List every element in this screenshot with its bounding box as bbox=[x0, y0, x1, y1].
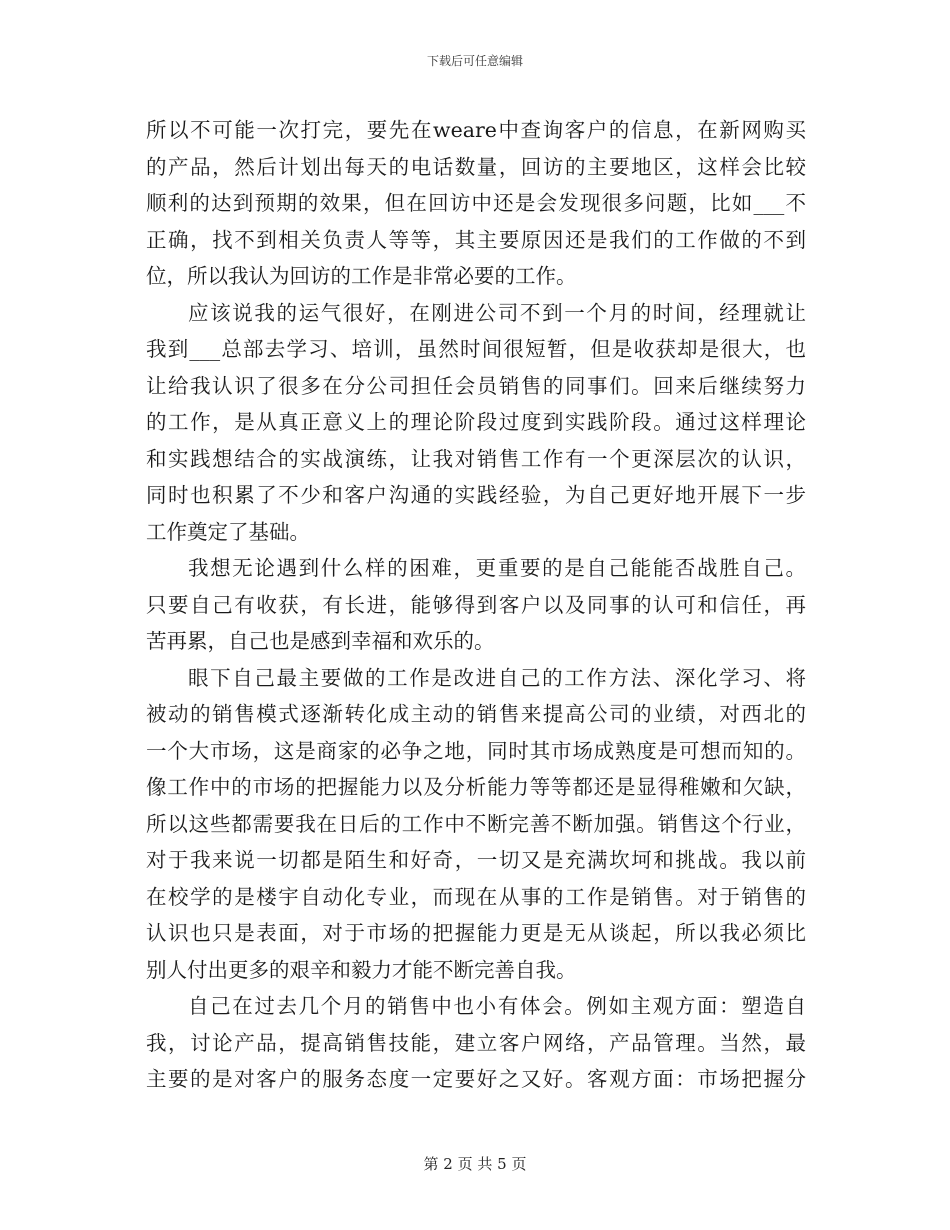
text-line: 位，所以我认为回访的工作是非常必要的工作。 bbox=[146, 264, 577, 288]
text-line: 对于我来说一切都是陌生和好奇，一切又是充满坎坷和挑战。我以前 bbox=[146, 848, 806, 872]
text-line: 一个大市场，这是商家的必争之地，同时其市场成熟度是可想而知的。 bbox=[146, 738, 806, 763]
text-line: 像工作中的市场的把握能力以及分析能力等等都还是显得稚嫩和欠缺， bbox=[146, 775, 806, 799]
text-line: 的工作，是从真正意义上的理论阶段过度到实践阶段。通过这样理论 bbox=[146, 410, 806, 434]
document-body bbox=[146, 112, 806, 1098]
text-line: 苦再累，自己也是感到幸福和欢乐的。 bbox=[146, 629, 495, 653]
text-line: 正确，找不到相关负责人等等，其主要原因还是我们的工作做的不到 bbox=[146, 227, 806, 252]
text-line: 所以这些都需要我在日后的工作中不断完善不断加强。销售这个行业， bbox=[146, 811, 806, 836]
text-line: 被动的销售模式逐渐转化成主动的销售来提高公司的业绩，对西北的 bbox=[146, 702, 806, 726]
text-line: 自己在过去几个月的销售中也小有体会。例如主观方面：塑造自 bbox=[188, 994, 806, 1018]
text-line: 的产品，然后计划出每天的电话数量，回访的主要地区，这样会比较 bbox=[146, 154, 806, 179]
text-line: 别人付出更多的艰辛和毅力才能不断完善自我。 bbox=[146, 957, 577, 982]
text-line: 应该说我的运气很好，在刚进公司不到一个月的时间，经理就让 bbox=[188, 300, 806, 325]
text-line: 眼下自己最主要做的工作是改进自己的工作方法、深化学习、将 bbox=[188, 665, 806, 690]
text-line: 只要自己有收获，有长进，能够得到客户以及同事的认可和信任，再 bbox=[146, 592, 806, 617]
text-line: 工作奠定了基础。 bbox=[146, 519, 310, 544]
text-line: 我想无论遇到什么样的困难，更重要的是自己能能否战胜自己。 bbox=[188, 556, 806, 580]
text-line: 我，讨论产品，提高销售技能，建立客户网络，产品管理。当然，最 bbox=[146, 1030, 806, 1055]
text-line: 顺利的达到预期的效果，但在回访中还是会发现很多问题，比如___不 bbox=[146, 191, 806, 215]
text-line: 让给我认识了很多在分公司担任会员销售的同事们。回来后继续努力 bbox=[146, 373, 806, 398]
text-line: 所以不可能一次打完，要先在weare中查询客户的信息，在新网购买 bbox=[146, 118, 806, 142]
text-line: 我到___总部去学习、培训，虽然时间很短暂，但是收获却是很大，也 bbox=[146, 337, 806, 361]
page-header: 下载后可任意编辑 bbox=[426, 54, 523, 68]
text-line: 和实践想结合的实战演练，让我对销售工作有一个更深层次的认识， bbox=[146, 446, 806, 471]
text-line: 在校学的是楼宇自动化专业，而现在从事的工作是销售。对于销售的 bbox=[146, 884, 806, 909]
text-line: 认识也只是表面，对于市场的把握能力更是无从谈起，所以我必须比 bbox=[146, 921, 806, 945]
text-line: 主要的是对客户的服务态度一定要好之又好。客观方面：市场把握分 bbox=[146, 1067, 806, 1091]
text-line: 同时也积累了不少和客户沟通的实践经验，为自己更好地开展下一步 bbox=[146, 483, 806, 507]
page-footer: 第 2 页 共 5 页 bbox=[423, 1155, 527, 1173]
